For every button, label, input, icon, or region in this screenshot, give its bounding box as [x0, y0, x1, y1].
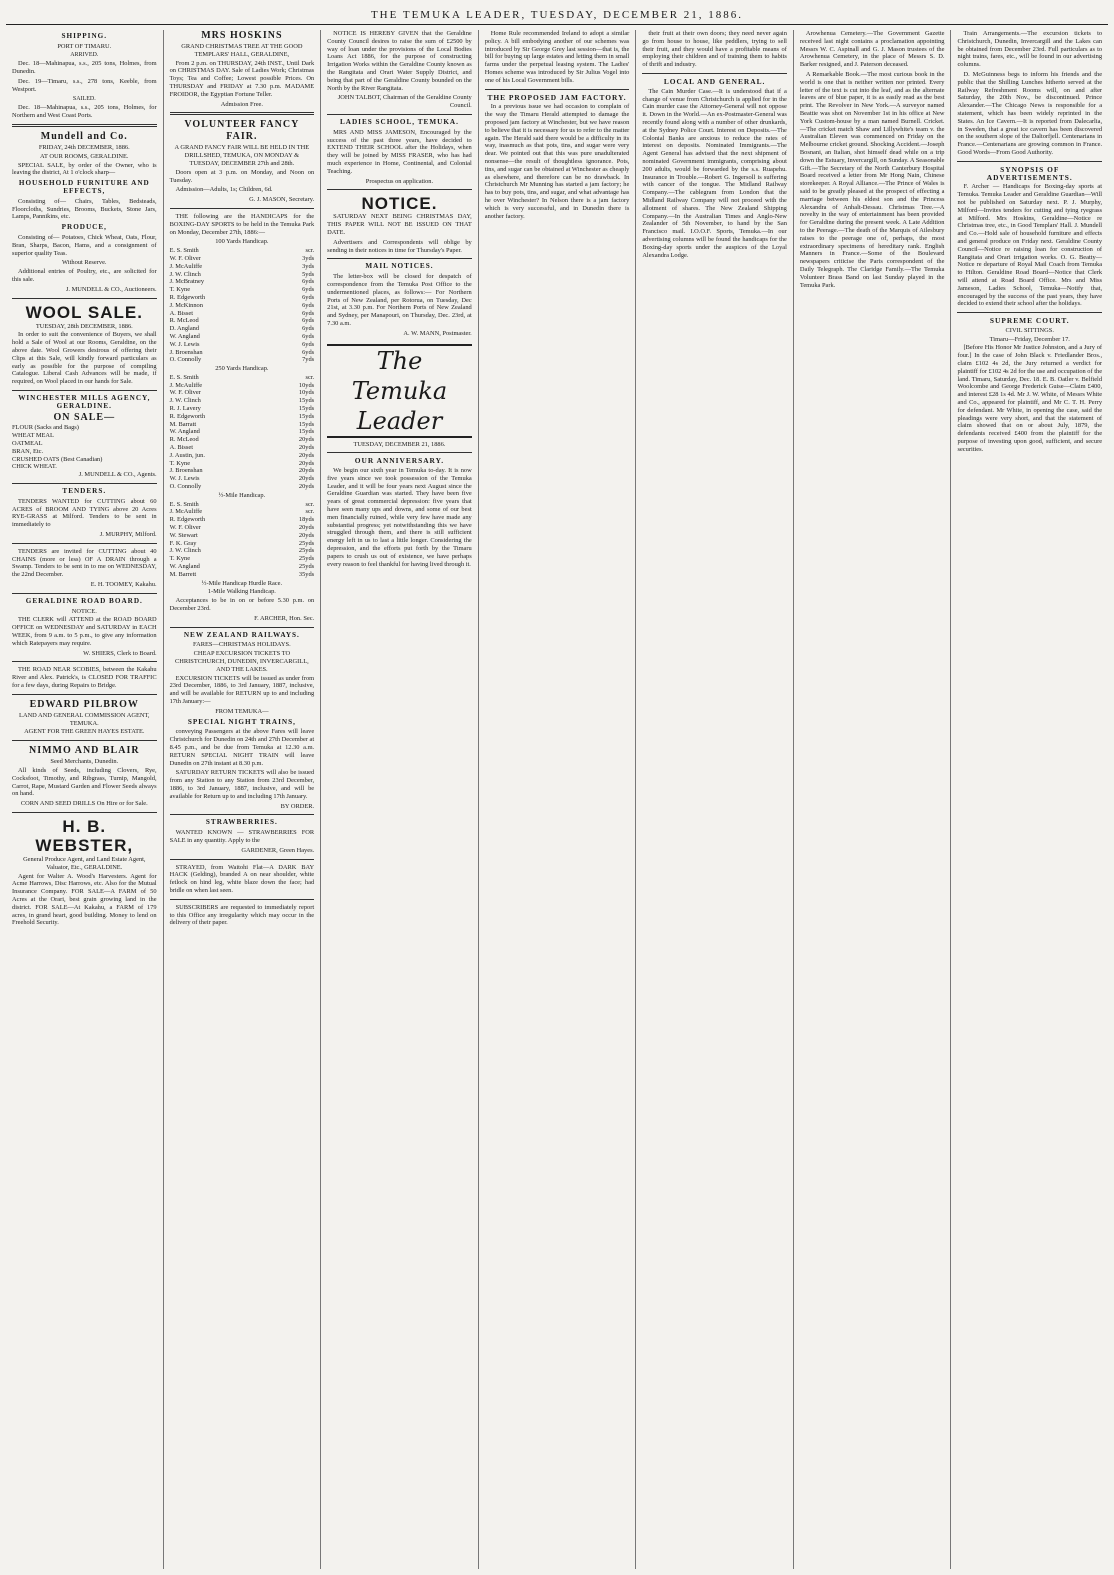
divider	[12, 694, 157, 695]
competitor-name: W. J. Lewis	[169, 475, 200, 483]
sailed-heading: SAILED.	[72, 95, 96, 102]
handicap-row	[170, 263, 315, 271]
webster-text: Agent for Walter A. Wood's Harvesters. Agent for Acme Harrows, Disc Harrows, etc. Also for the Mutual Insurance Company. FOR SALE—A FARM of 50 Acres at the Orari, best grain growing land in the district. FOR SALE—At Kakahu, a FARM of 179 acres, in grand heart, good building. Money to lend on Freehold Security.	[12, 872, 157, 927]
toomey-signature: E. H. TOOMEY, Kakahu.	[90, 581, 157, 589]
court-text: [Before His Honor Mr Justice Johnston, and a Jury of four.] In the case of John Black v. Friedlander Bros., claim £102 4s 2d, the Jury returned a verdict for plaintiff for £102 4s 2d for the use and occupation of the land. Timaru, Saturday, Dec. 18. E. B. Oatler v. Belfield Woolcombe and George Frederick Guise—Claim £400, and interest £28 1s 4d. Mr J. W. White, of Messrs White and Co., appeared for plaintiff, and Mr C. T. H. Perry for defendant. Mr White, in opening the case, said the pleadings were very short, and that the statement of claim showed that on or about July, 1879, the defendants received £400 from the plaintiff for the purpose of investing upon good, sufficient, and secure securities.	[957, 344, 1103, 453]
trains-text: conveying Passengers at the above Fares will leave Christchurch for Dunedin on 24th and 27th December at 8.45 p.m., and be due from Temuka at 12.30 a.m. RETURN SPECIAL NIGHT TRAIN will leave Dunedin on 27th instant at 8.30 p.m.	[169, 728, 315, 767]
local-general-heading: LOCAL AND GENERAL.	[663, 76, 766, 86]
synopsis-text: F. Archer — Handicaps for Boxing-day sports at Temuka. Temuka Leader and Geraldine Guardian—Will not be published on Saturday next. P. J. Murphy, Milford—Invites tenders for cutting and tying ryegrass at Milford. Mrs Hoskins, Geraldine—Notice re Christmas tree, etc., in Good Templars' Hall. J. Mundell and Co.—Hold sale of household furniture and effects and general produce on Friday next. Geraldine County Council—Notice re raising loan for construction of Rangitata and Orari irrigation works. O. G. Beatty—Notice re departure of Royal Mail Coach from Temuka to Hilton. Geraldine Road Board—Notice that Clerk will attend at Road Board Office. Mrs and Miss Jameson, Ladies School, Temuka—Notify that, encouraged by the success of the past years, they have decided to extend their school after the holidays.	[957, 183, 1103, 308]
handicap-row	[170, 475, 315, 483]
divider	[12, 661, 157, 662]
competitor-start: 10yds	[298, 381, 315, 389]
handicap-row	[170, 317, 315, 325]
column-6	[794, 30, 952, 1569]
tenders-heading: TENDERS.	[62, 487, 107, 496]
acceptances-text: Acceptances to be in on or before 5.30 p.m. on December 23rd.	[169, 597, 315, 612]
divider	[12, 390, 157, 391]
competitor-start: 6yds	[302, 278, 315, 286]
port-heading: PORT OF TIMARU.	[57, 42, 112, 50]
competitor-start: 6yds	[302, 340, 315, 348]
competitor-start: 20yds	[298, 444, 315, 452]
handicap-row	[170, 278, 315, 286]
competitor-start: 5yds	[302, 270, 315, 278]
divider	[170, 208, 315, 209]
competitor-name: W. Angland	[169, 428, 200, 436]
competitor-name: J. McAuliffe	[169, 381, 203, 389]
divider	[957, 312, 1102, 313]
competitor-name: J. McAuliffe	[169, 508, 203, 516]
competitor-name: R. McLeod	[169, 317, 199, 325]
newspaper-page	[6, 6, 1108, 1569]
competitor-start: 25yds	[298, 563, 315, 571]
handicap-row	[170, 397, 315, 405]
furniture-text: Consisting of— Chairs, Tables, Bedsteads, Floorcloths, Sundries, Brooms, Buckets, Stone Jars, Lamps, Pannikins, etc.	[12, 197, 157, 221]
ladies-school-heading: LADIES SCHOOL, TEMUKA.	[339, 117, 459, 126]
handicap-row	[170, 571, 315, 579]
handicap-heading: ½-Mile Handicap Hurdle Race.	[201, 579, 283, 587]
competitor-start: 20yds	[298, 459, 315, 467]
competitor-name: J. W. Clinch	[169, 397, 201, 405]
shiers-signature: W. SHIERS, Clerk to Board.	[83, 649, 157, 657]
synopsis-heading: SYNOPSIS OF ADVERTISEMENTS.	[986, 164, 1073, 182]
cheap-tickets-heading: CHEAP EXCURSION TICKETS TO CHRISTCHURCH, DUNEDIN, INVERCARGILL, AND THE LAKES.	[175, 650, 309, 673]
competitor-start: 35yds	[298, 570, 315, 578]
competitor-name: J. Broenshan	[169, 348, 203, 356]
hoskins-heading: MRS HOSKINS	[201, 30, 283, 41]
newspaper-title: The Temuka Leader	[327, 344, 472, 438]
competitor-name: M. Barratt	[169, 420, 197, 428]
competitor-name: F. K. Gray	[169, 539, 197, 547]
competitor-start: 3yds	[302, 254, 315, 262]
doors-text: Doors open at 3 p.m. on Monday, and Noon on Tuesday.	[169, 168, 315, 184]
list-item: CHICK WHEAT.	[12, 463, 57, 471]
handicap-row	[170, 302, 315, 310]
handicap-row	[170, 547, 315, 555]
fares-heading: FARES—CHRISTMAS HOLIDAYS.	[193, 641, 291, 649]
competitor-start: 6yds	[302, 332, 315, 340]
competitor-start: 15yds	[298, 420, 315, 428]
article-text: their fruit at their own doors; they need never again go from house to house, like peddlers, trying to sell their fruit, and they would have a profitable means of employing their children and of training them to habits of thrift and industry.	[642, 30, 787, 69]
competitor-name: J. McKinnon	[169, 301, 203, 309]
competitor-name: E. S. Smith	[169, 247, 199, 255]
list-item: BRAN, Etc.	[12, 447, 44, 455]
divider	[170, 814, 315, 815]
road-closed-text: THE ROAD NEAR SCOBIES, between the Kakahu River and Alex. Patrick's, is CLOSED FOR TRAFFIC for a few days, during Repairs to Bridge.	[12, 666, 157, 689]
archer-signature: F. ARCHER, Hon. Sec.	[254, 614, 315, 622]
tenders-text: TENDERS are invited for CUTTING about 40 CHAINS (more or less) OF A DRAIN through a Swamp. Tenders to be sent in to me on WEDNESDAY, the 22nd December.	[12, 547, 157, 579]
competitor-name: R. Edgeworth	[169, 293, 206, 301]
pilbrow-heading: EDWARD PILBROW	[29, 698, 139, 710]
competitor-name: J. McAuliffe	[169, 262, 203, 270]
handicaps-text: THE following are the HANDICAPS for the BOXING-DAY SPORTS to be held in the Temuka Park on Monday, December 27th, 1886:—	[169, 212, 315, 236]
competitor-name: R. McLeod	[169, 436, 199, 444]
from-temuka: FROM TEMUKA—	[215, 707, 269, 715]
handicap-row	[170, 483, 315, 491]
mail-heading: MAIL NOTICES.	[365, 262, 434, 271]
competitor-start: 20yds	[298, 531, 315, 539]
handicap-row	[170, 460, 315, 468]
handicap-row	[170, 524, 315, 532]
masthead: THE TEMUKA LEADER, TUESDAY, DECEMBER 21, 1886.	[6, 6, 1108, 25]
tenders-text: TENDERS WANTED for CUTTING about 60 ACRES of BROOM AND TYING above 20 Acres RYE-GRASS at Milford. Tenders to be sent in immediately to	[12, 497, 157, 529]
competitor-name: J. W. Clinch	[169, 270, 201, 278]
competitor-start: 15yds	[298, 405, 315, 413]
handicap-row	[170, 349, 315, 357]
competitor-name: W. Stewart	[169, 531, 198, 539]
local-general-text: The Cain Murder Case.—It is understood that if a change of venue from Christchurch is applied for in the Cain murder case the Attorney-General will not oppose it. Down in the World.—An ex-Postmaster-General was recently found along with a number of other drunkards, at the Sydney Police Court. Interest on Deposits.—The Colonial Banks are anxious to reduce the rates of interest on deposits. Nominated Immigrants.—The Agent General has advised that the next shipment of nominated Government immigrants, comprising about 200 adults, would be forwarded by the s.s. Ruapehu. Insurance in Trouble.—Robert G. Ingersoll is suffering with cancer of the tongue. The Midland Railway Company.—The cablegram from London that the Midland Railway Company will not proceed with the allotment of shares. The New Zealand Shipping Company.—In the Australian Times and Anglo-New Zealander of 5th November, to hand by the San Francisco mail. I.O.O.F. Sports, Temuka.—In our advertising columns will be found the handicaps for the Boxing-day sports under the auspices of the Loyal Alexandra Lodge.	[642, 87, 787, 259]
excursion-text: EXCURSION TICKETS will be issued as under from 23rd December, 1886, to 3rd January, 1887, inclusive, and will be available for RETURN up to and including 17th January:—	[169, 674, 315, 705]
saturday-tickets-text: SATURDAY RETURN TICKETS will also be issued from any Station to any Station from 23rd December, 1886, to 3rd January, 1887, inclusive, and will be available for Return up to and including 17th January.	[169, 769, 315, 800]
article-text: Train Arrangements.—The excursion tickets to Christchurch, Dunedin, Invercargill and the Lakes can be obtained from December 23rd. Full particulars as to night trains, fares, etc., will be found in our advertising columns.	[957, 30, 1103, 69]
divider	[170, 859, 315, 860]
seeds-text: All kinds of Seeds, including Clovers, Rye, Cocksfoot, Timothy, and Ribgrass, Turnip, Mangold, Carrot, Rape, Mustard Garden and Flower Seeds always on hand.	[12, 766, 157, 798]
anniversary-heading: OUR ANNIVERSARY.	[354, 456, 445, 466]
fair-text: A GRAND FANCY FAIR WILL BE HELD IN THE DRILLSHED, TEMUKA, ON MONDAY & TUESDAY, DECEMBER 27th and 28th.	[174, 144, 310, 167]
competitor-start: 6yds	[302, 348, 315, 356]
divider	[327, 452, 472, 453]
handicap-row	[170, 382, 315, 390]
civil-sittings-heading: CIVIL SITTINGS.	[1005, 326, 1054, 334]
competitor-start: 6yds	[302, 293, 315, 301]
divider	[12, 812, 157, 813]
christmas-notice-text: SATURDAY NEXT BEING CHRISTMAS DAY, THIS PAPER WILL NOT BE ISSUED ON THAT DATE.	[327, 213, 472, 236]
list-item: FLOUR (Sacks and Bags)	[12, 424, 79, 432]
competitor-start: 20yds	[298, 436, 315, 444]
competitor-start: scr.	[305, 373, 315, 381]
christmas-tree-heading: GRAND CHRISTMAS TREE AT THE GOOD TEMPLARS' HALL, GERALDINE,	[181, 43, 303, 58]
competitor-start: 25yds	[298, 547, 315, 555]
divider	[327, 189, 472, 190]
by-order: BY ORDER.	[280, 802, 315, 810]
handicap-heading: ½-Mile Handicap.	[218, 491, 266, 499]
competitor-name: A. Bisset	[169, 444, 194, 452]
handicap-row	[170, 421, 315, 429]
competitor-start: 6yds	[302, 286, 315, 294]
competitor-name: W. F. Oliver	[169, 389, 201, 397]
wool-sale-text: In order to suit the convenience of Buyers, we shall hold a Sale of Wool at our Rooms, Geraldine, on the above date. Wool Growers desirous of offering their Clips at this Sale, will kindly forward particulars as early as possible for the purpose of compiling Catalogue. Liberal Cash Advances will be made, if required, on Wool placed in our hands for Sale.	[12, 331, 157, 386]
competitor-start: 18yds	[298, 516, 315, 524]
competitor-start: 7yds	[302, 356, 315, 364]
strawberries-heading: STRAWBERRIES.	[205, 818, 278, 827]
divider	[485, 89, 630, 90]
arrived-entry: Dec. 19—Timaru, s.s., 278 tons, Keeble, from Westport.	[12, 77, 157, 93]
competitor-name: J. Austin, jun.	[169, 451, 205, 459]
sale-place: AT OUR ROOMS, GERALDINE.	[40, 152, 129, 160]
divider	[12, 740, 157, 741]
anniversary-text: We begin our sixth year in Temuka to-day. It is now five years since we took possession of the Temuka Leader, and it will be four years next August since the Geraldine Guardian was started. They have been five years of great commercial depression: five years that have seen many ups and downs, and some of our best men financially ruined, while very few have made any substantial progress; yet notwithstanding this we have struggled through them, and there is still sufficient energy left in us to last a little longer. Considering the depression, and the efforts put forth by the Timaru papers to crush us out of existence, we have perhaps every reason to feel thankful for having lived through it.	[327, 467, 472, 568]
notice-heading: NOTICE.	[71, 607, 97, 615]
list-item: CRUSHED OATS (Best Canadian)	[12, 455, 103, 463]
wool-sale-heading: WOOL SALE.	[25, 302, 143, 322]
competitor-name: W. F. Oliver	[169, 254, 201, 262]
green-hayes-text: AGENT FOR THE GREEN HAYES ESTATE.	[24, 728, 145, 736]
divider	[12, 298, 157, 299]
competitor-start: 10yds	[298, 389, 315, 397]
divider	[12, 593, 157, 594]
column-5	[636, 30, 794, 1569]
strawberries-text: WANTED KNOWN — STRAWBERRIES FOR SALE in any quantity. Apply to the	[169, 829, 315, 844]
column-2	[164, 30, 322, 1569]
divider	[12, 543, 157, 544]
competitor-name: J. W. Clinch	[169, 547, 201, 555]
railways-heading: NEW ZEALAND RAILWAYS.	[183, 630, 300, 639]
competitor-start: 20yds	[298, 467, 315, 475]
competitor-start: 20yds	[298, 475, 315, 483]
county-notice-text: NOTICE IS HEREBY GIVEN that the Geraldine County Council desires to raise the sum of £2500 by way of loan under the provisions of the Local Bodies Loans Act 1886, for the purpose of constructing Irrigation Works within the Geraldine County known as the Rangitata and Orari Water Supply District, and being that part of the Geraldine County bounded on the North by the River Rangitata.	[327, 30, 472, 92]
competitor-name: E. S. Smith	[169, 373, 199, 381]
competitor-name: W. J. Lewis	[169, 340, 200, 348]
handicap-100-list	[170, 247, 315, 364]
handicap-row	[170, 255, 315, 263]
handicap-row	[170, 374, 315, 382]
without-reserve: Without Reserve.	[62, 259, 107, 267]
competitor-start: scr.	[305, 500, 315, 508]
competitor-name: T. Kyne	[169, 286, 191, 294]
competitor-name: E. S. Smith	[169, 500, 199, 508]
mail-text: The letter-box will be closed for despatch of correspondence from the Temuka Post Office to the undermentioned places, as follows:— For Northern Ports of New Zealand, per Rotorua, on Tuesday, Dec 21st, at 3.30 p.m. For Northern Ports of New Zealand and Sydney, per Manapouri, on Thursday, Dec. 23rd, at 7.30 a.m.	[327, 273, 472, 327]
competitor-start: 3yds	[302, 262, 315, 270]
court-date: Timaru—Friday, December 17.	[989, 335, 1070, 343]
jam-factory-text: In a previous issue we had occasion to complain of the way the Timaru Herald attempted to damage the proposed jam factory at Winchester, but we have reason to believe that it is necessary for us to refer to the matter again. The Herald said there would be a difficulty in its way, inasmuch as that pots, tins, and sugar were very dear. We pointed out that this was pure unadulterated nonsense—the result of thoughtless ignorance. Pots, tins, and sugar can be obtained at Winchester as cheaply as elsewhere, and therefore can be no drawback. In Christchurch Mr Munning has started a jam factory; he has to buy pots, tins, and sugar, and what advantage has he over Winchester? In Nelson there is a jam factory which is very successful, and in Dunedin there is another factory.	[484, 103, 630, 220]
handicap-row	[170, 428, 315, 436]
handicap-row	[170, 516, 315, 524]
competitor-start: 6yds	[302, 301, 315, 309]
divider	[170, 112, 315, 115]
handicap-row	[170, 467, 315, 475]
handicap-row	[170, 310, 315, 318]
competitor-start: 20yds	[298, 524, 315, 532]
handicap-heading: 1-Mile Walking Handicap.	[207, 588, 276, 596]
webster-subtitle: General Produce Agent, and Land Estate Agent, Valuator, Etc., GERALDINE.	[23, 855, 146, 871]
competitor-name: R. J. Lavery	[169, 405, 201, 413]
column-1	[6, 30, 164, 1569]
competitor-name: R. Edgeworth	[169, 516, 206, 524]
murphy-signature: J. MURPHY, Milford.	[99, 531, 157, 539]
handicap-row	[170, 405, 315, 413]
admission-text: Admission Free.	[220, 100, 263, 108]
competitor-name: O. Connolly	[169, 483, 202, 491]
jameson-text: MRS AND MISS JAMESON, Encouraged by the success of the past three years, have decided to EXTEND THEIR SCHOOL after the Holidays, when they will be joined by MISS FRASER, who has had much experience in Home, Continental, and Colonial Teaching.	[327, 128, 472, 175]
handicap-heading: 100 Yards Handicap.	[215, 238, 269, 246]
winchester-heading: WINCHESTER MILLS AGENCY, GERALDINE.	[18, 393, 151, 410]
handicap-row	[170, 436, 315, 444]
handicap-row	[170, 294, 315, 302]
subscribers-text: SUBSCRIBERS are requested to immediately report to this Office any irregularity which may occur in the delivery of their paper.	[169, 903, 315, 927]
special-sale-text: SPECIAL SALE, by order of the Owner, who is leaving the district, At 1 o'clock sharp—	[12, 161, 157, 177]
competitor-name: O. Connolly	[169, 356, 202, 364]
prospectus-text: Prospectus on application.	[365, 177, 434, 185]
article-text: D. McGuinness begs to inform his friends and the public that the Shilling Lunches hitherto served at the Railway Refreshment Rooms will, on and after Saturday, the 20th Nov., be discontinued. Prince Alexander.—The Chicago News is responsible for a statement, which has been widely reprinted in the States. An Ice Cavern.—It is reported from Dalecarlia, in Sweden, that a great ice cavern has been discovered on the southern slope of the Daltorfjell. Centenarians in France.—Centenarians are growing common in France. Good Words—From Good Authority.	[957, 70, 1103, 156]
competitor-start: 6yds	[302, 309, 315, 317]
mason-signature: G. J. MASON, Secretary.	[249, 196, 315, 204]
divider	[12, 124, 157, 127]
handicap-row	[170, 389, 315, 397]
handicap-row	[170, 540, 315, 548]
article-text: Arowhenua Cemetery.—The Government Gazette received last night contains a proclamation appointing Messrs W. C. Aspinall and G. J. Mason trustees of the Arowhenua Cemetery, in the place of Messrs S. D. Barker resigned, and J. Paterson deceased.	[799, 30, 945, 69]
christmas-tree-text: From 2 p.m. on THURSDAY, 24th INST., Until Dark on CHRISTMAS DAY. Sale of Ladies Work; Christmas Toys; Tea and Coffee; Lowest possible Prices. On THURSDAY and FRIDAY at 7.30 p.m. MADAME FROIDOR, the Egyptian Fortune Teller.	[169, 59, 315, 98]
competitor-start: 15yds	[298, 412, 315, 420]
furniture-heading: HOUSEHOLD FURNITURE AND EFFECTS,	[18, 179, 150, 195]
produce-heading: PRODUCE,	[61, 223, 107, 232]
handicap-250-list	[170, 374, 315, 491]
seed-merchants-text: Seed Merchants, Dunedin.	[50, 758, 119, 766]
sale-date: FRIDAY, 24th DECEMBER, 1886.	[38, 143, 130, 151]
night-trains-heading: SPECIAL NIGHT TRAINS,	[187, 717, 296, 726]
article-text: A Remarkable Book.—The most curious book in the world is one that is neither written nor printed. Every letter of the text is cut into the leaf, and as the alternate leaves are of blue paper, it is as easily read as the best print. The Revolver in New York.—A surveyor named Beattie was shot on November 1st in his office at New York Custom-house by a man named Burnell. Cricket.—The cricket match Shaw and Lillywhite's team v. the Australian Eleven was commenced on Friday on the Melbourne cricket ground. Shocking Accident.—Joseph Bosnani, an Italian, shot himself dead while on a trip down the Estuary, Invercargill, on Sunday. A Seasonable Gift.—The Secretary of the North Canterbury Hospital Board received a letter from Mr Hong Nain, Chinese storekeeper. A Royal Alliance.—The Prince of Wales is said to be greatly pleased at the prospect of effecting a marriage between his eldest son and the Princess Alexandra of Anhalt-Dessau. Christmas Tree.—A novelty in the way of entertainment has been provided for Geraldine during the present week. A Late Addition to the Peerage.—The death of the Marquis of Ailesbury raises to the peerage one of, perhaps, the most extraordinary specimens of hereditary rank. English Manners in France.—Some of the Boulevard newspapers criticise the Paris correspondent of the Daily Telegraph. The Claridge Family.—The Temuka Volunteer Brass Band on last Sunday played in the Temuka Park.	[799, 70, 945, 289]
handicap-row	[170, 341, 315, 349]
competitor-name: R. Edgeworth	[169, 412, 206, 420]
divider	[12, 483, 157, 484]
gardener-signature: GARDENER, Green Hayes.	[241, 846, 315, 854]
handicap-row	[170, 501, 315, 509]
notice-big-heading: NOTICE.	[361, 194, 438, 214]
competitor-name: W. Angland	[169, 563, 200, 571]
list-item: OATMEAL	[12, 440, 43, 448]
divider	[642, 73, 787, 74]
handicap-heading: 250 Yards Handicap.	[215, 365, 269, 373]
competitor-start: scr.	[305, 247, 315, 255]
column-3	[321, 30, 479, 1569]
land-agent-text: LAND AND GENERAL COMMISSION AGENT, TEMUKA.	[19, 711, 150, 727]
advertisers-text: Advertisers and Correspondents will oblige by sending in their notices in time for Thursday's Paper.	[327, 238, 472, 254]
handicap-row	[170, 271, 315, 279]
competitor-start: 20yds	[298, 451, 315, 459]
handicap-row	[170, 444, 315, 452]
handicap-row	[170, 333, 315, 341]
competitor-name: W. F. Oliver	[169, 524, 201, 532]
column-4	[479, 30, 637, 1569]
competitor-name: M. Barrett	[169, 570, 197, 578]
competitor-start: 6yds	[302, 317, 315, 325]
competitor-start: 25yds	[298, 539, 315, 547]
handicap-row	[170, 532, 315, 540]
competitor-start: 6yds	[302, 325, 315, 333]
list-item: WHEAT MEAL	[12, 432, 54, 440]
wool-sale-date: TUESDAY, 28th DECEMBER, 1886.	[35, 322, 133, 330]
webster-heading: H. B. WEBSTER,	[35, 816, 134, 855]
handicap-row	[170, 247, 315, 255]
additional-entries: Additional entries of Poultry, etc., are solicited for this sale.	[12, 268, 157, 283]
competitor-name: T. Kyne	[169, 459, 191, 467]
volunteer-fair-heading: VOLUNTEER FANCY FAIR.	[184, 119, 300, 143]
handicap-row	[170, 413, 315, 421]
agents-signature: J. MUNDELL & CO., Agents.	[78, 471, 157, 479]
handicap-row	[170, 452, 315, 460]
column-7	[951, 30, 1108, 1569]
arrived-entry: Dec. 18—Mahinapua, s.s., 205 tons, Holmes, from Dunedin.	[12, 60, 157, 76]
issue-date: TUESDAY, DECEMBER 21, 1886.	[353, 440, 446, 448]
handicap-row	[170, 286, 315, 294]
competitor-start: 20yds	[298, 483, 315, 491]
divider	[170, 899, 315, 900]
produce-text: Consisting of— Potatoes, Chick Wheat, Oats, Flour, Bran, Sharps, Bacon, Hams, and a consignment of superior quality Teas.	[12, 233, 157, 257]
talbot-signature: JOHN TALBOT, Chairman of the Geraldine County Council.	[337, 94, 472, 110]
competitor-name: D. Angland	[169, 325, 200, 333]
competitor-name: T. Kyne	[169, 555, 191, 563]
competitor-name: W. Angland	[169, 332, 200, 340]
article-text: Home Rule recommended Ireland to adopt a similar policy. A bill embodying another of our schemes was introduced by Sir George Grey last session—that is, the bill for buying up large estates and letting them in small farms under the perpetual leasing system. The Ladies' Homes scheme was introduced by Sir Julius Vogel into one of his Local Government bills.	[484, 30, 630, 84]
jam-factory-heading: THE PROPOSED JAM FACTORY.	[487, 92, 627, 102]
handicap-row	[170, 555, 315, 563]
divider	[957, 161, 1102, 162]
handicap-row	[170, 563, 315, 571]
competitor-name: J. McBratney	[169, 278, 205, 286]
handicap-row	[170, 325, 315, 333]
competitor-name: A. Bisset	[169, 309, 194, 317]
columns	[6, 30, 1108, 1569]
divider	[327, 258, 472, 259]
shipping-heading: SHIPPING.	[61, 32, 108, 40]
strayed-text: STRAYED, from Waitohi Flat—A DARK BAY HACK (Gelding), branded A on near shoulder, white fetlock on hind leg, white blaze down the face; had bridle on when last seen.	[169, 863, 315, 894]
admission-prices: Admission—Adults, 1s; Children, 6d.	[175, 186, 273, 194]
divider	[170, 627, 315, 628]
competitor-start: 25yds	[298, 555, 315, 563]
on-sale-heading: ON SALE—	[53, 412, 116, 424]
handicap-mile-list	[170, 501, 315, 579]
competitor-start: 15yds	[298, 428, 315, 436]
supreme-court-heading: SUPREME COURT.	[989, 316, 1070, 326]
sailed-entry: Dec. 18—Mahinapua, s.s., 205 tons, Holmes, for Northern and West Coast Ports.	[12, 104, 157, 120]
corn-drills-text: CORN AND SEED DRILLS On Hire or for Sale.	[20, 800, 148, 808]
clerk-text: THE CLERK will ATTEND at the ROAD BOARD OFFICE on WEDNESDAY and SATURDAY in EACH WEEK, from 9 a.m. to 5 p.m., to give any information which Ratepayers may require.	[12, 616, 157, 647]
arrived-heading: ARRIVED.	[70, 51, 99, 58]
competitor-start: scr.	[305, 508, 315, 516]
nimmo-heading: NIMMO AND BLAIR	[29, 745, 140, 757]
mundell-heading: Mundell and Co.	[40, 130, 128, 142]
handicap-row	[170, 356, 315, 364]
flour-list	[12, 424, 157, 471]
competitor-start: 15yds	[298, 397, 315, 405]
road-board-heading: GERALDINE ROAD BOARD.	[25, 596, 143, 605]
auctioneers-signature: J. MUNDELL & CO., Auctioneers.	[65, 285, 157, 293]
mann-signature: A. W. MANN, Postmaster.	[403, 329, 472, 337]
competitor-name: J. Broenshan	[169, 467, 203, 475]
handicap-row	[170, 508, 315, 516]
divider	[327, 114, 472, 115]
